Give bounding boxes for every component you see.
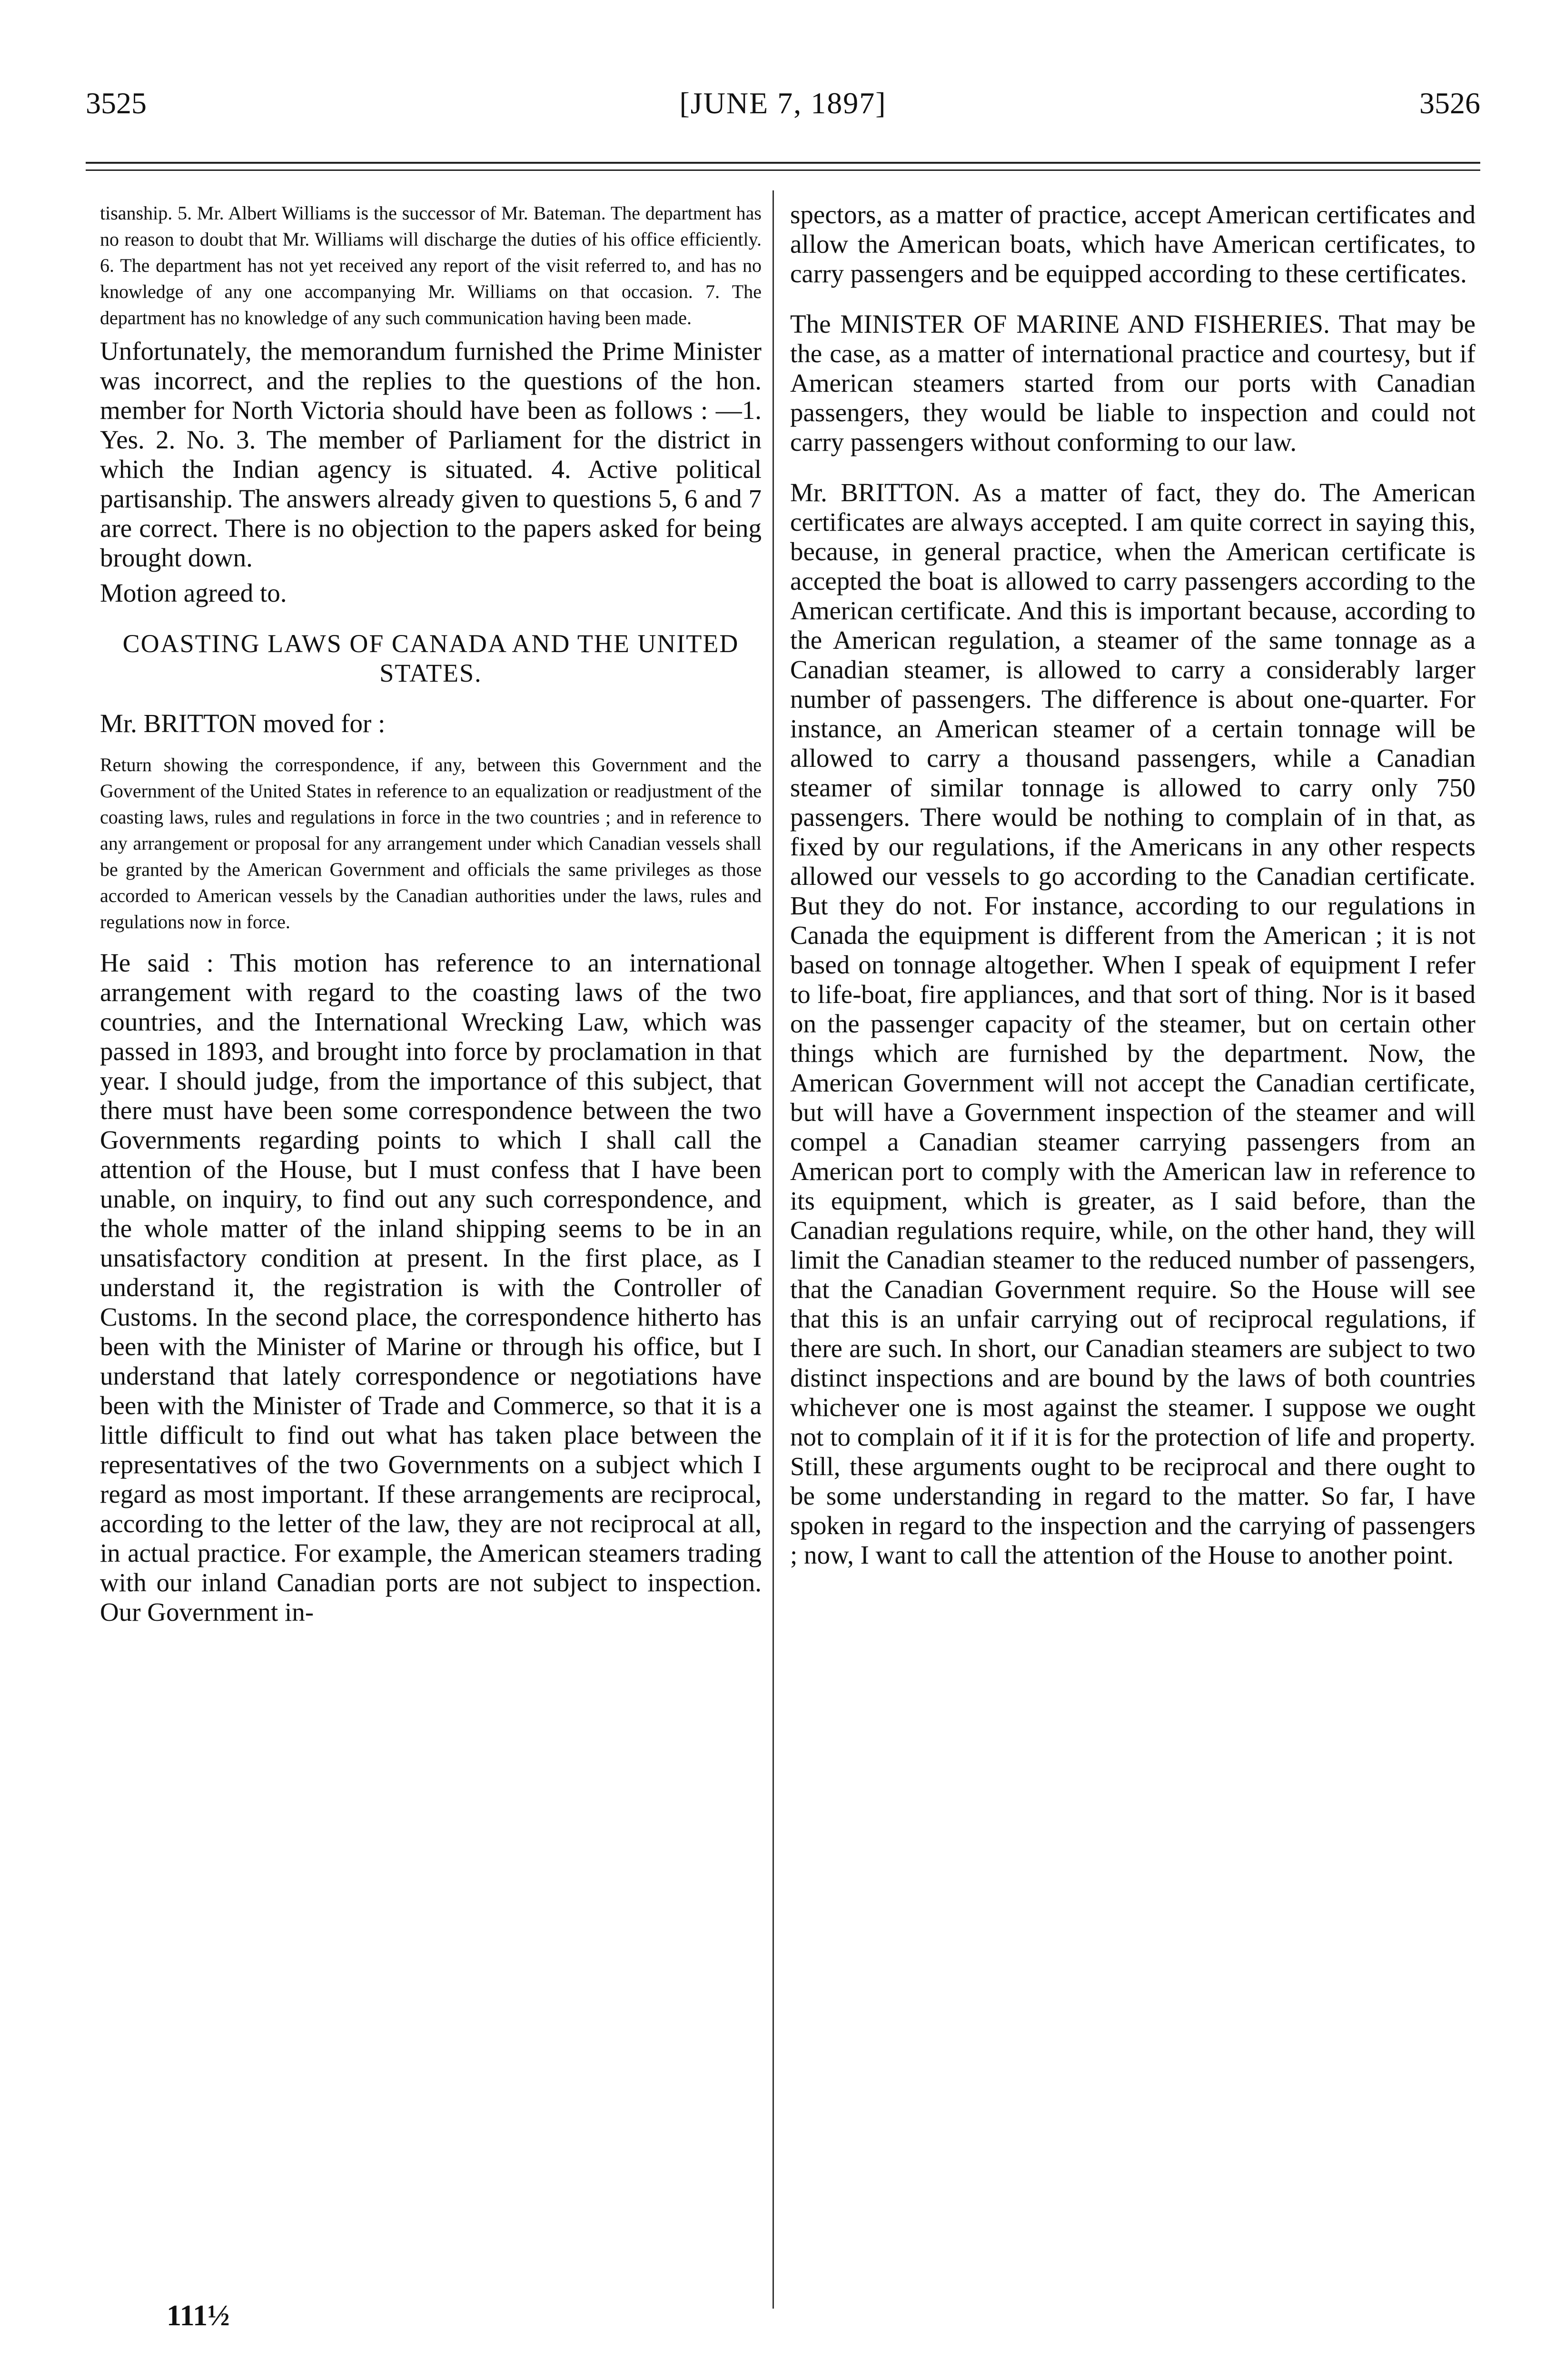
left-paragraph-return: Return showing the correspondence, if any, between this Government and the Government of the United States in reference to an equalization or readjustment of the coasting laws, rules and regulations in force in the two countries ; and in reference to any arrangement or proposal for any arrangement under which Canadian vessels shall be granted by the American Government and officials the same privileges as those accorded to American vessels by the Canadian authorities under the laws, rules and regulations now in force. xyxy=(100,754,762,932)
signature-mark: 111½ xyxy=(167,2300,230,2332)
header-rule xyxy=(86,162,1480,164)
left-paragraph-motion-agreed: Motion agreed to. xyxy=(100,578,287,607)
left-paragraph-answers: tisanship. 5. Mr. Albert Williams is the successor of Mr. Bateman. The department has no reason to doubt that Mr. Williams will discharge the duties of his office efficiently. 6. The department has not yet received any report of the visit referred to, and has no knowledge of any one accompanying Mr. Williams on that occasion. 7. The department has no knowledge of any such communication having been made. xyxy=(100,202,762,328)
page-header xyxy=(86,86,1480,133)
header-date: [JUNE 7, 1897] xyxy=(679,86,887,120)
right-paragraph-britton: Mr. BRITTON. As a matter of fact, they do. The American certificates are always accepted. I am quite correct in saying this, because, in general practice, when the American certificate is accepted the boat is allowed to carry passengers according to the American certificate. And this is important because, according to the American regulation, a steamer of the same tonnage as a Canadian steamer, is allowed to carry a considerably larger number of passengers. The difference is about one-quarter. For instance, an American steamer of a certain tonnage will be allowed to carry a thousand passengers, while a Canadian steamer of similar tonnage is allowed to carry only 750 passengers. There would be nothing to complain of in that, as fixed by our regulations, if the Americans in any other respects allowed our vessels to go according to the Canadian certificate. But they do not. For instance, according to our regulations in Canada the equipment is different from the American ; it is not based on tonnage altogether. When I speak of equipment I refer to life-boat, fire appliances, and that sort of thing. Nor is it based on the passenger capacity of the steamer, but on certain other things which are furnished by the department. Now, the American Government will not accept the Canadian certificate, but will have a Government inspection of the steamer and will compel a Canadian steamer carrying passengers from an American port to comply with the American law in reference to its equipment, which is greater, as I said before, than the Canadian regulations require, while, on the other hand, they will limit the Canadian steamer to the reduced number of passengers, that the Canadian Government require. So the House will see that this is an unfair carrying out of reciprocal regulations, if there are such. In short, our Canadian steamers are subject to two distinct inspections and are bound by the laws of both countries whichever one is most against the steamer. I suppose we ought not to complain of it if it is for the protection of life and property. Still, these arguments ought to be reciprocal and there ought to be some understanding in regard to the matter. So far, I have spoken in regard to the inspection and the carrying of passengers ; now, I want to call the attention of the House to another point. xyxy=(790,478,1476,1569)
section-heading: COASTING LAWS OF CANADA AND THE UNITED STATES. xyxy=(122,629,739,687)
right-paragraph-inspectors: spectors, as a matter of practice, accept American certificates and allow the American boats, which have American certificates, to carry passengers and be equipped according to these certificates. xyxy=(790,200,1476,288)
page-number-left: 3525 xyxy=(86,86,147,120)
header-rule-secondary xyxy=(86,169,1480,171)
right-paragraph-minister: The MINISTER OF MARINE AND FISHERIES. That may be the case, as a matter of international practice and courtesy, but if American steamers started from our ports with Canadian passengers, they would be liable to inspection and could not carry passengers without conforming to our law. xyxy=(790,309,1476,456)
page-number-right: 3526 xyxy=(1419,86,1480,120)
column-divider xyxy=(772,190,774,2309)
left-paragraph-speech: He said : This motion has reference to an international arrangement with regard to the coasting laws of the two countries, and the International Wrecking Law, which was passed in 1893, and brought into force by proclamation in that year. I should judge, from the importance of this subject, that there must have been some correspondence between the two Governments regarding points to which I shall call the attention of the House, but I must confess that I have been unable, on inquiry, to find out any such correspondence, and the whole matter of the inland shipping seems to be in an unsatisfactory condition at present. In the first place, as I understand it, the registration is with the Controller of Customs. In the second place, the correspondence hitherto has been with the Minister of Marine or through his office, but I understand that lately correspondence or negotiations have been with the Minister of Trade and Commerce, so that it is a little difficult to find out what has taken place between the representatives of the two Governments on a subject which I regard as most important. If these arrangements are reciprocal, according to the letter of the law, they are not reciprocal at all, in actual practice. For example, the American steamers trading with our inland Canadian ports are not subject to inspection. Our Government in- xyxy=(100,948,762,1626)
left-column xyxy=(100,200,762,1627)
right-column xyxy=(790,200,1476,1570)
left-paragraph-correction: Unfortunately, the memorandum furnished the Prime Minister was incorrect, and the replies to the questions of the hon. member for North Victoria should have been as follows : —1. Yes. 2. No. 3. The member of Parliament for the district in which the Indian agency is situated. 4. Active political partisanship. The answers already given to questions 5, 6 and 7 are correct. There is no objection to the papers asked for being brought down. xyxy=(100,337,762,572)
left-paragraph-moved-for: Mr. BRITTON moved for : xyxy=(100,709,386,738)
